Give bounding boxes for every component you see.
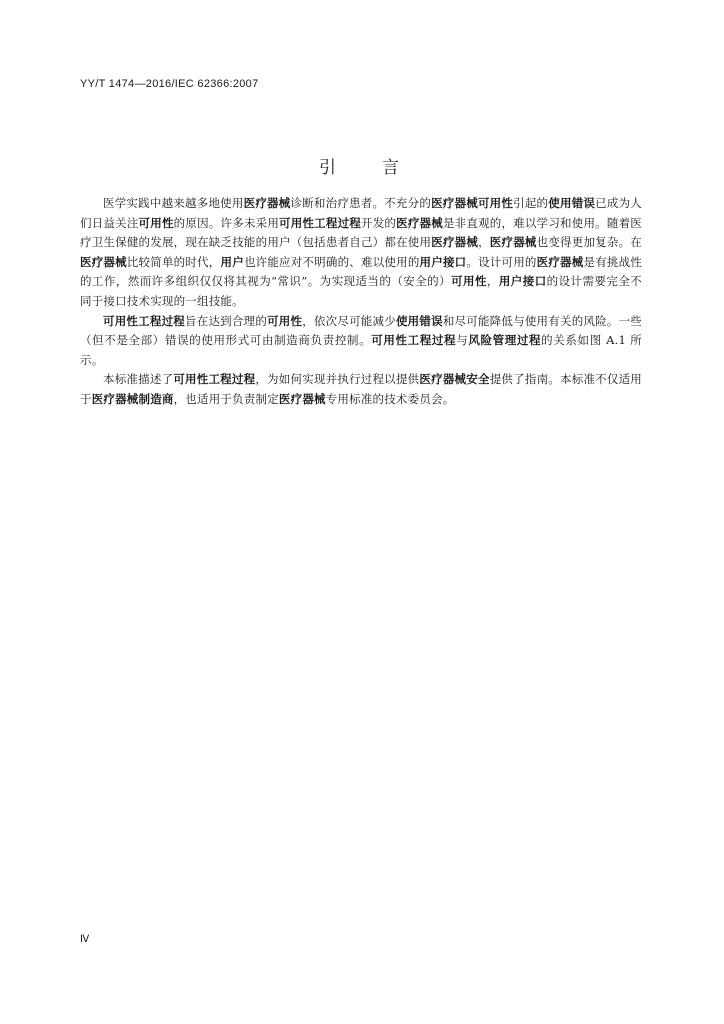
- text-run: 。设计可用的: [466, 254, 537, 269]
- defined-term: 风险管理过程: [468, 333, 542, 348]
- defined-term: 医疗器械: [278, 391, 326, 406]
- text-run: 与: [456, 333, 469, 348]
- text-run: ，: [486, 274, 499, 289]
- paragraph-2: [80, 312, 642, 371]
- text-run: 的原因。许多未采用: [173, 215, 280, 230]
- defined-term: 用户: [220, 254, 244, 269]
- text-run: ，也适用于负责制定: [173, 391, 279, 406]
- paragraph-3: [80, 370, 642, 409]
- defined-term: 医疗器械: [536, 254, 584, 269]
- text-run: 的设计需要完全不同于接口技术实现的一组技能。: [80, 274, 642, 308]
- text-run: ，为如何实现并执行过程以提供: [255, 372, 420, 387]
- page-number: Ⅳ: [80, 934, 90, 945]
- defined-term: 用户接口: [419, 254, 467, 269]
- defined-term: 医疗器械可用性: [431, 196, 514, 210]
- standard-number-header: YY/T 1474—2016/IEC 62366:2007: [80, 78, 259, 90]
- defined-term: 可用性: [138, 215, 174, 230]
- text-run: 的关系如图 A.1 所示。: [80, 333, 642, 367]
- defined-term: 可用性: [267, 313, 303, 328]
- text-run: 诊断和治疗患者。不充分的: [290, 196, 432, 210]
- paragraph-1: [80, 194, 642, 312]
- text-run: ，: [478, 235, 490, 250]
- defined-term: 可用性工程过程: [103, 313, 186, 328]
- text-run: 比较简单的时代，: [126, 254, 221, 269]
- text-run: 引起的: [513, 196, 549, 210]
- defined-term: 可用性工程过程: [173, 372, 256, 387]
- text-run: 已成为人们日益关注: [80, 196, 642, 230]
- page-title: 引言: [319, 158, 445, 179]
- text-run: 医学实践中越来越多地使用: [103, 196, 244, 210]
- text-run: 开发的: [361, 215, 397, 230]
- text-run: 也许能应对不明确的、难以使用的: [243, 254, 420, 269]
- defined-term: 医疗器械: [80, 254, 127, 269]
- text-run: 是非直观的，难以学习和使用。随着医疗卫生保健的发展，现在缺乏技能的用户（包括患者自己）都在使用: [80, 215, 642, 250]
- text-run: 是有挑战性的工作，然而许多组织仅仅将其视为“常识”。为实现适当的（安全的）: [80, 254, 643, 289]
- defined-term: 医疗器械制造商: [91, 391, 174, 406]
- defined-term: 医疗器械安全: [419, 372, 490, 387]
- defined-term: 可用性工程过程: [371, 333, 457, 348]
- text-run: 专用标准的技术委员会。: [325, 391, 455, 406]
- defined-term: 使用错误: [548, 196, 596, 210]
- text-run: 提供了指南。本标准不仅适用于: [80, 372, 643, 406]
- defined-term: 可用性: [451, 274, 487, 289]
- defined-term: 医疗器械: [396, 215, 443, 230]
- defined-term: 医疗器械: [489, 235, 537, 250]
- text-run: 旨在达到合理的: [185, 313, 268, 328]
- text-run: 也变得更加复杂。在: [536, 235, 643, 250]
- body-text: [80, 194, 642, 410]
- defined-term: 使用错误: [395, 313, 443, 328]
- defined-term: 医疗器械: [431, 235, 479, 250]
- defined-term: 可用性工程过程: [279, 215, 361, 230]
- text-run: 本标准描述了: [103, 372, 174, 387]
- defined-term: 医疗器械: [243, 196, 291, 210]
- text-run: 和尽可能降低与使用有关的风险。一些（但不是全部）错误的使用形式可由制造商负责控制。: [80, 313, 642, 348]
- text-run: ，依次尽可能减少: [302, 313, 396, 328]
- defined-term: 用户接口: [498, 274, 547, 289]
